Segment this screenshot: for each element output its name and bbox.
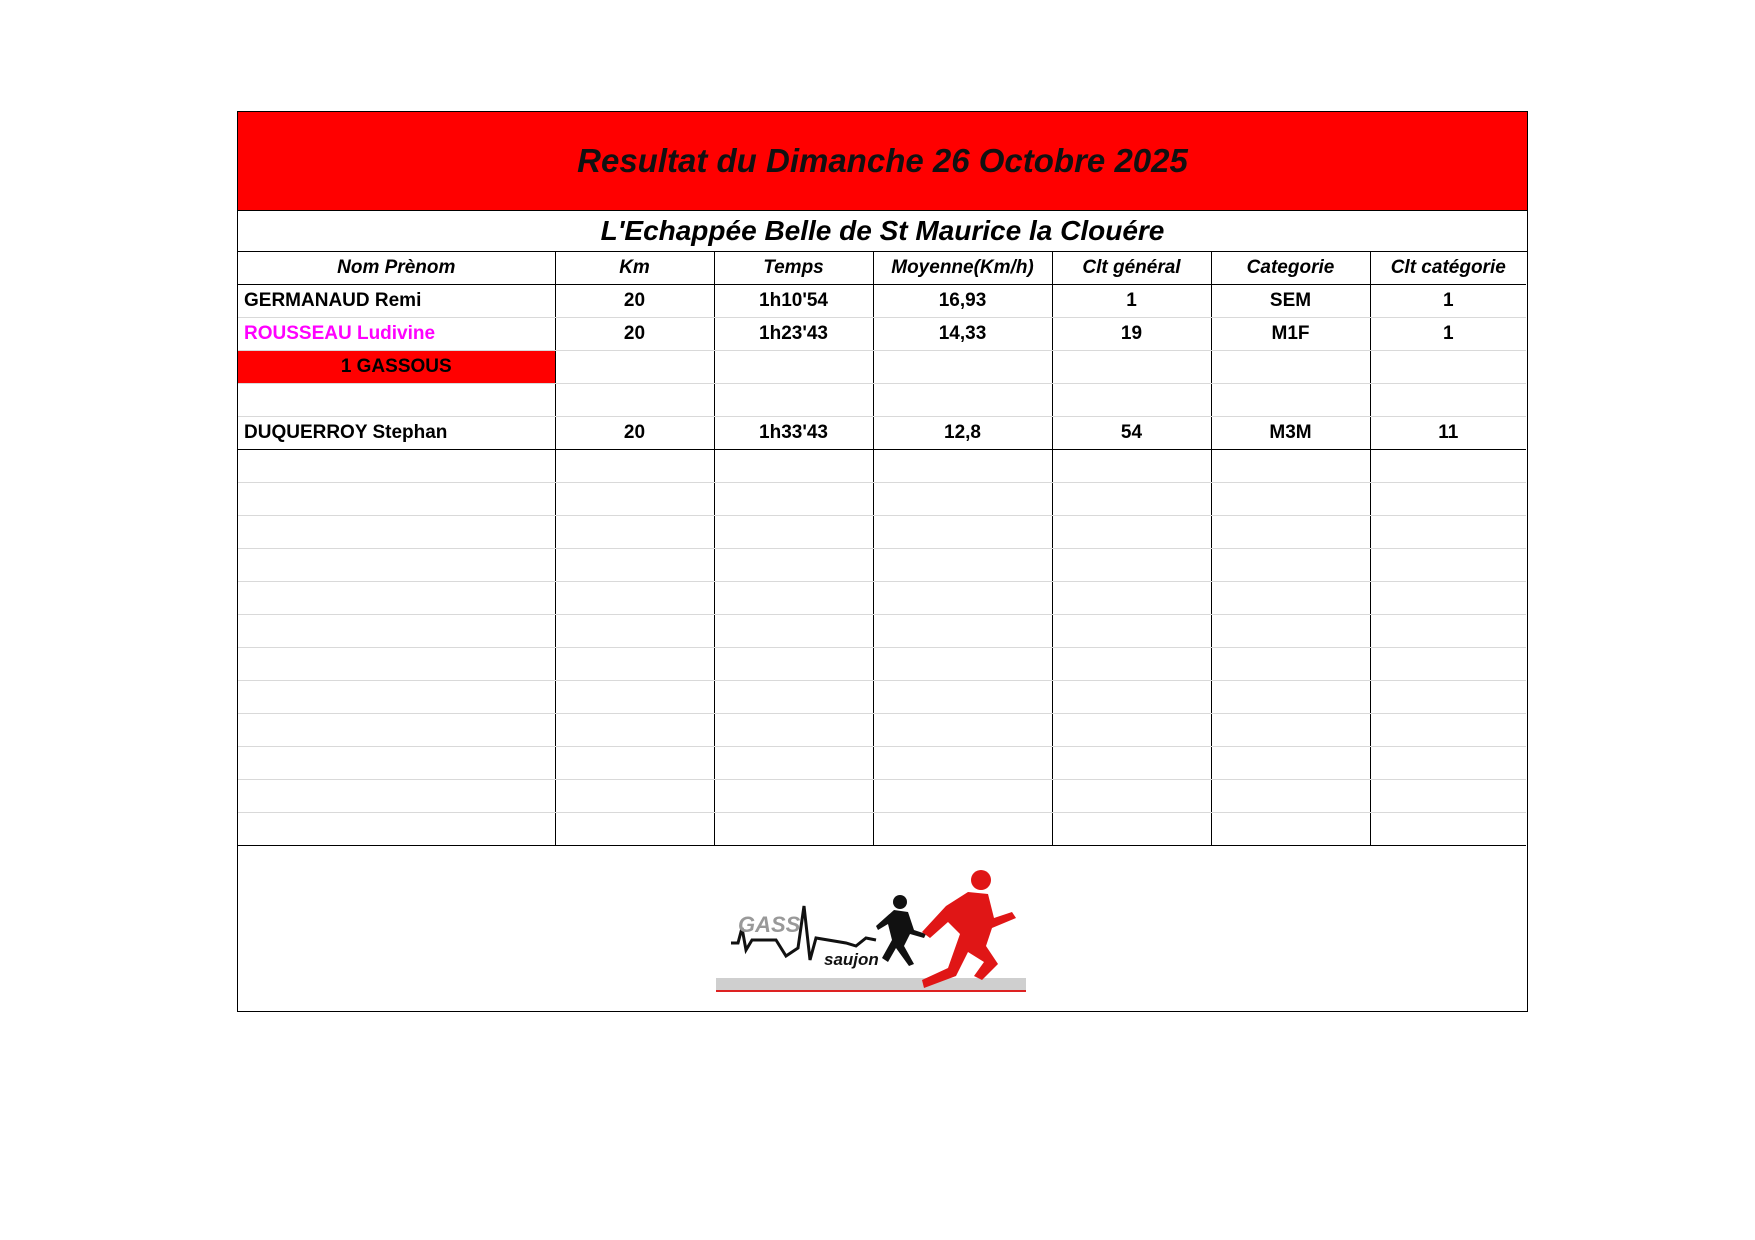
empty-cell (714, 614, 873, 647)
empty-cell (238, 515, 555, 548)
empty-cell (1052, 680, 1211, 713)
empty-cell (1370, 449, 1526, 482)
empty-cell (555, 449, 714, 482)
blank-rows (238, 449, 1526, 845)
table-row (238, 746, 1526, 779)
table-row (238, 812, 1526, 845)
table-row (238, 614, 1526, 647)
empty-cell (555, 515, 714, 548)
overall-rank: 1 (1052, 284, 1211, 317)
table-row (238, 713, 1526, 746)
empty-cell (873, 383, 1052, 416)
empty-cell (1052, 515, 1211, 548)
gass-saujon-logo (716, 868, 1026, 998)
empty-cell (1370, 746, 1526, 779)
empty-cell (555, 746, 714, 779)
table-row (238, 416, 1526, 449)
column-header-name: Nom Prènom (238, 252, 555, 284)
empty-cell (555, 350, 714, 383)
empty-cell (873, 482, 1052, 515)
page-title: Resultat du Dimanche 26 Octobre 2025 (577, 142, 1188, 179)
category-rank: 1 (1370, 317, 1526, 350)
empty-cell (714, 713, 873, 746)
empty-cell (555, 647, 714, 680)
table-row (238, 350, 1526, 383)
table-row (238, 548, 1526, 581)
runner-name: GERMANAUD Remi (238, 284, 555, 317)
table-row (238, 317, 1526, 350)
empty-cell (873, 581, 1052, 614)
empty-cell (238, 482, 555, 515)
empty-cell (714, 515, 873, 548)
empty-cell (555, 383, 714, 416)
empty-cell (238, 647, 555, 680)
empty-cell (1370, 515, 1526, 548)
empty-cell (1052, 548, 1211, 581)
empty-cell (873, 647, 1052, 680)
empty-cell (1052, 614, 1211, 647)
empty-cell (1052, 746, 1211, 779)
footer-logo-area (238, 848, 1527, 1011)
empty-cell (555, 812, 714, 845)
empty-cell (238, 746, 555, 779)
average-speed: 16,93 (873, 284, 1052, 317)
empty-cell (873, 713, 1052, 746)
empty-cell (238, 812, 555, 845)
empty-cell (873, 779, 1052, 812)
category: M1F (1211, 317, 1370, 350)
column-header-category-rank: Clt catégorie (1370, 252, 1526, 284)
table-row (238, 680, 1526, 713)
results-table (238, 252, 1526, 846)
empty-cell (873, 449, 1052, 482)
table-row (238, 449, 1526, 482)
category-rank: 1 (1370, 284, 1526, 317)
table-row (238, 779, 1526, 812)
empty-cell (714, 812, 873, 845)
empty-cell (1370, 680, 1526, 713)
empty-cell (555, 680, 714, 713)
column-header-category: Categorie (1211, 252, 1370, 284)
empty-cell (238, 383, 555, 416)
column-header-time: Temps (714, 252, 873, 284)
empty-cell (1052, 779, 1211, 812)
empty-cell (1370, 581, 1526, 614)
empty-cell (1370, 383, 1526, 416)
finish-time: 1h10'54 (714, 284, 873, 317)
table-row (238, 482, 1526, 515)
distance-km: 20 (555, 317, 714, 350)
empty-cell (1211, 746, 1370, 779)
average-speed: 12,8 (873, 416, 1052, 449)
empty-cell (1052, 350, 1211, 383)
empty-cell (555, 713, 714, 746)
empty-cell (1211, 680, 1370, 713)
runner-name: ROUSSEAU Ludivine (238, 317, 555, 350)
empty-cell (1211, 779, 1370, 812)
empty-cell (1052, 449, 1211, 482)
empty-cell (714, 680, 873, 713)
empty-cell (1052, 581, 1211, 614)
empty-cell (714, 449, 873, 482)
empty-cell (873, 680, 1052, 713)
empty-cell (1211, 482, 1370, 515)
table-row (238, 284, 1526, 317)
distance-km: 20 (555, 416, 714, 449)
empty-cell (1370, 548, 1526, 581)
table-header-row (238, 252, 1526, 284)
empty-cell (1370, 713, 1526, 746)
empty-cell (714, 779, 873, 812)
empty-cell (555, 614, 714, 647)
category: SEM (1211, 284, 1370, 317)
empty-cell (238, 713, 555, 746)
category: M3M (1211, 416, 1370, 449)
table-row (238, 383, 1526, 416)
average-speed: 14,33 (873, 317, 1052, 350)
empty-cell (1211, 581, 1370, 614)
empty-cell (238, 548, 555, 581)
empty-cell (1211, 548, 1370, 581)
empty-cell (873, 812, 1052, 845)
empty-cell (1370, 779, 1526, 812)
empty-cell (238, 581, 555, 614)
runner-name: DUQUERROY Stephan (238, 416, 555, 449)
empty-cell (1052, 647, 1211, 680)
empty-cell (714, 548, 873, 581)
empty-cell (714, 350, 873, 383)
table-row (238, 581, 1526, 614)
empty-cell (1370, 350, 1526, 383)
empty-cell (714, 383, 873, 416)
empty-cell (873, 614, 1052, 647)
results-sheet (237, 111, 1528, 1012)
empty-cell (238, 449, 555, 482)
empty-cell (238, 680, 555, 713)
empty-cell (555, 779, 714, 812)
empty-cell (1211, 614, 1370, 647)
empty-cell (1211, 449, 1370, 482)
empty-cell (1370, 647, 1526, 680)
empty-cell (1211, 713, 1370, 746)
empty-cell (1052, 812, 1211, 845)
empty-cell (555, 548, 714, 581)
finish-time: 1h33'43 (714, 416, 873, 449)
empty-cell (714, 482, 873, 515)
finish-time: 1h23'43 (714, 317, 873, 350)
logo-city-text: saujon (824, 950, 879, 969)
race-name: L'Echappée Belle de St Maurice la Clouére (238, 211, 1527, 252)
empty-cell (873, 548, 1052, 581)
overall-rank: 19 (1052, 317, 1211, 350)
category-rank: 11 (1370, 416, 1526, 449)
club-label: 1 GASSOUS (238, 350, 555, 383)
table-row (238, 515, 1526, 548)
empty-cell (714, 647, 873, 680)
overall-rank: 54 (1052, 416, 1211, 449)
empty-cell (555, 482, 714, 515)
empty-cell (1211, 350, 1370, 383)
empty-cell (1211, 647, 1370, 680)
logo-gass-text: GASS (738, 912, 801, 937)
distance-km: 20 (555, 284, 714, 317)
column-header-km: Km (555, 252, 714, 284)
empty-cell (873, 515, 1052, 548)
empty-cell (1052, 383, 1211, 416)
empty-cell (1211, 383, 1370, 416)
column-header-overall-rank: Clt général (1052, 252, 1211, 284)
empty-cell (238, 614, 555, 647)
empty-cell (873, 746, 1052, 779)
empty-cell (238, 779, 555, 812)
empty-cell (714, 746, 873, 779)
empty-cell (1211, 812, 1370, 845)
empty-cell (1370, 614, 1526, 647)
empty-cell (1370, 812, 1526, 845)
column-header-average: Moyenne(Km/h) (873, 252, 1052, 284)
empty-cell (714, 581, 873, 614)
empty-cell (555, 581, 714, 614)
title-banner (238, 112, 1527, 211)
empty-cell (1370, 482, 1526, 515)
empty-cell (873, 350, 1052, 383)
table-row (238, 647, 1526, 680)
empty-cell (1052, 713, 1211, 746)
empty-cell (1052, 482, 1211, 515)
empty-cell (1211, 515, 1370, 548)
